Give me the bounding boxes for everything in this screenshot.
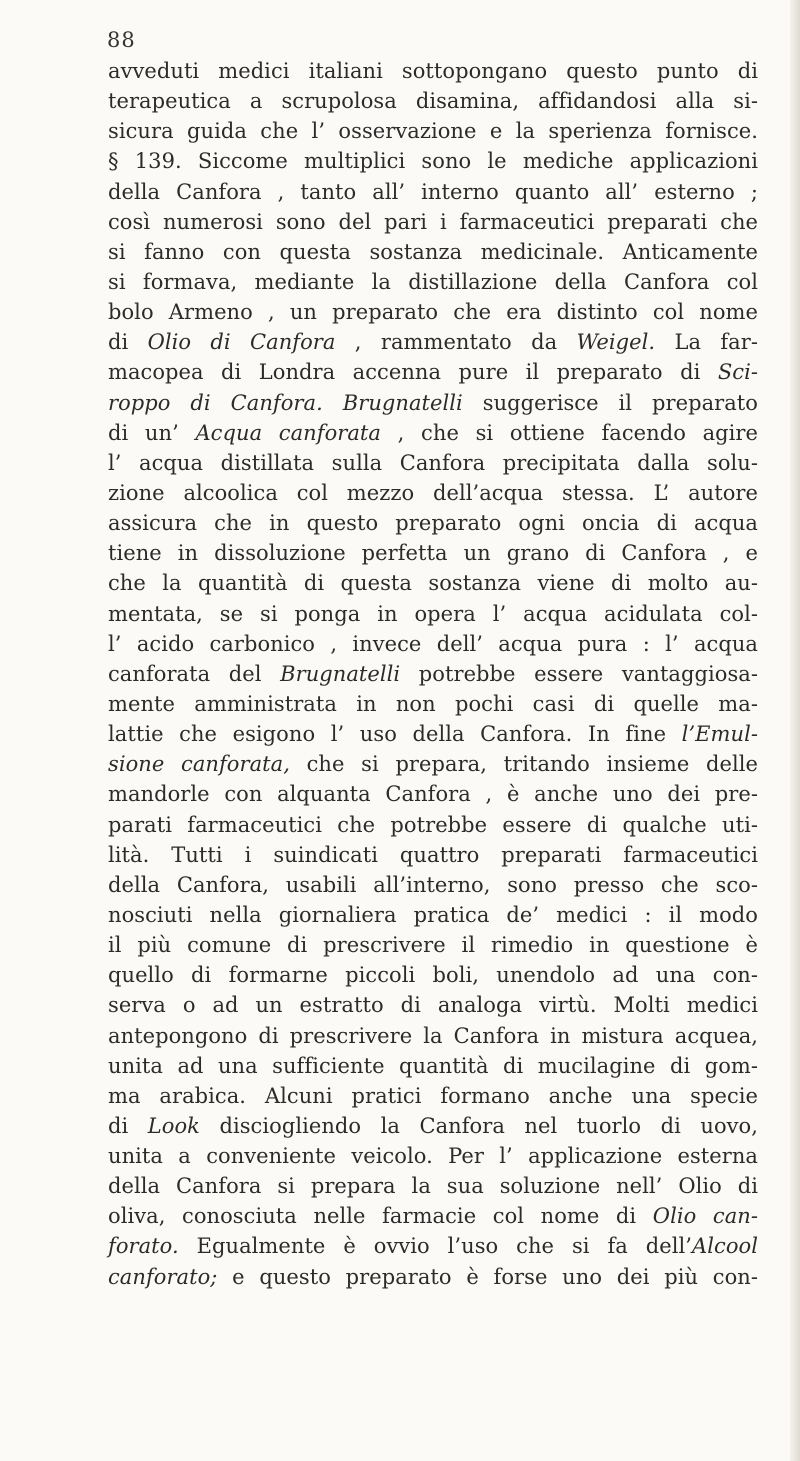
text-segment: nosciuti nella giornaliera pratica de’ medici : il modo: [108, 902, 758, 927]
text-segment: così numerosi sono del pari i farmaceutici preparati che: [108, 209, 758, 234]
text-segment: il più comune di prescrivere il rimedio in questione è: [108, 933, 758, 958]
italic-text: roppo di Canfora. Brugnatelli: [108, 390, 463, 415]
text-line: [108, 1111, 758, 1141]
text-line: [108, 56, 758, 86]
text-segment: si formava, mediante la distillazione della Canfora col: [108, 269, 758, 294]
text-segment: oliva, conosciuta nelle farmacie col nome di: [108, 1204, 653, 1229]
text-line: [108, 297, 758, 327]
text-segment: che la quantità di questa sostanza viene di molto au-: [108, 571, 758, 596]
text-segment: l’ acqua distillata sulla Canfora precipitata dalla solu-: [108, 450, 758, 475]
text-line: [108, 599, 758, 629]
text-segment: macopea di Londra accenna pure il preparato di: [108, 360, 718, 385]
text-line: [108, 1141, 758, 1171]
text-segment: disciogliendo la Canfora nel tuorlo di uovo,: [199, 1113, 758, 1138]
text-line: [108, 1231, 758, 1261]
text-line: [108, 116, 758, 146]
text-segment: lattie che esigono l’ uso della Canfora. In fine: [108, 722, 682, 747]
text-line: [108, 900, 758, 930]
text-segment: sicura guida che l’ osservazione e la sperienza fornisce.: [108, 119, 758, 144]
text-segment: bolo Armeno , un preparato che era distinto col nome: [108, 300, 758, 325]
text-line: [108, 568, 758, 598]
italic-text: canforato;: [108, 1264, 218, 1289]
text-segment: serva o ad un estratto di analoga virtù. Molti medici: [108, 993, 758, 1018]
text-segment: unita a conveniente veicolo. Per l’ applicazione esterna: [108, 1144, 758, 1169]
italic-text: l’Emul-: [681, 722, 758, 747]
text-line: [108, 448, 758, 478]
body-text: [108, 56, 758, 1292]
text-segment: , che si ottiene facendo agire: [381, 420, 758, 445]
italic-text: Brugnatelli: [280, 661, 401, 686]
italic-text: Olio di Canfora: [147, 330, 336, 355]
text-line: [108, 689, 758, 719]
text-line: [108, 1051, 758, 1081]
text-segment: ma arabica. Alcuni pratici formano anche una specie: [108, 1083, 758, 1108]
text-segment: terapeutica a scrupolosa disamina, affidandosi alla si-: [108, 89, 758, 114]
text-segment: canforata del: [108, 661, 281, 686]
text-line: [108, 960, 758, 990]
text-segment: di: [108, 330, 148, 355]
text-line: [108, 1201, 758, 1231]
text-line: [108, 659, 758, 689]
text-line: [108, 870, 758, 900]
text-segment: quello di formarne piccoli boli, unendolo ad una con-: [108, 963, 758, 988]
text-line: [108, 327, 758, 357]
text-segment: La far-: [655, 330, 758, 355]
text-segment: tiene in dissoluzione perfetta un grano di Canfora , e: [108, 541, 758, 566]
italic-text: Acqua canforata: [195, 420, 381, 445]
text-line: [108, 1171, 758, 1201]
text-line: [108, 1021, 758, 1051]
italic-text: Weigel.: [576, 330, 656, 355]
text-segment: antepongono di prescrivere la Canfora in mistura acquea,: [108, 1023, 758, 1048]
text-line: [108, 177, 758, 207]
text-line: [108, 478, 758, 508]
italic-text: Olio can-: [652, 1204, 758, 1229]
text-line: [108, 840, 758, 870]
text-line: [108, 357, 758, 387]
text-segment: l’ acido carbonico , invece dell’ acqua pura : l’ acqua: [108, 631, 758, 656]
text-segment: mentata, se si ponga in opera l’ acqua acidulata col-: [108, 601, 758, 626]
text-line: [108, 810, 758, 840]
text-segment: assicura che in questo preparato ogni oncia di acqua: [108, 511, 758, 536]
text-line: [108, 538, 758, 568]
text-line: [108, 990, 758, 1020]
text-segment: § 139. Siccome multiplici sono le mediche applicazioni: [108, 149, 758, 174]
text-line: [108, 237, 758, 267]
text-line: [108, 86, 758, 116]
italic-text: Alcool: [692, 1234, 758, 1259]
text-line: [108, 629, 758, 659]
text-segment: della Canfora si prepara la sua soluzione nell’ Olio di: [108, 1174, 758, 1199]
text-segment: , rammentato da: [335, 330, 577, 355]
text-segment: lità. Tutti i suindicati quattro preparati farmaceutici: [108, 842, 758, 867]
text-segment: della Canfora, usabili all’interno, sono presso che sco-: [108, 872, 758, 897]
text-segment: di un’: [108, 420, 196, 445]
text-segment: potrebbe essere vantaggiosa-: [400, 661, 758, 686]
text-line: [108, 207, 758, 237]
text-segment: Egualmente è ovvio l’uso che si fa dell’: [178, 1234, 693, 1259]
italic-text: sione canforata,: [108, 752, 290, 777]
text-line: [108, 779, 758, 809]
text-segment: di: [108, 1113, 148, 1138]
text-line: [108, 388, 758, 418]
text-segment: zione alcoolica col mezzo dell’acqua stessa. L’ autore: [108, 480, 758, 505]
text-line: [108, 418, 758, 448]
text-line: [108, 267, 758, 297]
text-segment: della Canfora , tanto all’ interno quanto all’ esterno ;: [108, 179, 758, 204]
text-segment: e questo preparato è forse uno dei più con-: [217, 1264, 758, 1289]
text-segment: si fanno con questa sostanza medicinale. Anticamente: [108, 239, 758, 264]
text-segment: parati farmaceutici che potrebbe essere di qualche uti-: [108, 812, 758, 837]
text-segment: mente amministrata in non pochi casi di quelle ma-: [108, 691, 758, 716]
text-line: [108, 1262, 758, 1292]
italic-text: Look: [147, 1113, 200, 1138]
text-line: [108, 146, 758, 176]
text-line: [108, 508, 758, 538]
text-line: [108, 930, 758, 960]
page-edge: [790, 0, 800, 1461]
text-line: [108, 749, 758, 779]
page-number: 88: [107, 28, 136, 52]
text-segment: unita ad una sufficiente quantità di mucilagine di gom-: [108, 1053, 758, 1078]
text-segment: mandorle con alquanta Canfora , è anche uno dei pre-: [108, 782, 758, 807]
italic-text: Sci-: [717, 360, 758, 385]
text-line: [108, 1081, 758, 1111]
text-segment: suggerisce il preparato: [462, 390, 758, 415]
text-segment: che si prepara, tritando insieme delle: [289, 752, 758, 777]
italic-text: forato.: [108, 1234, 179, 1259]
text-line: [108, 719, 758, 749]
text-segment: avveduti medici italiani sottopongano questo punto di: [108, 59, 758, 83]
